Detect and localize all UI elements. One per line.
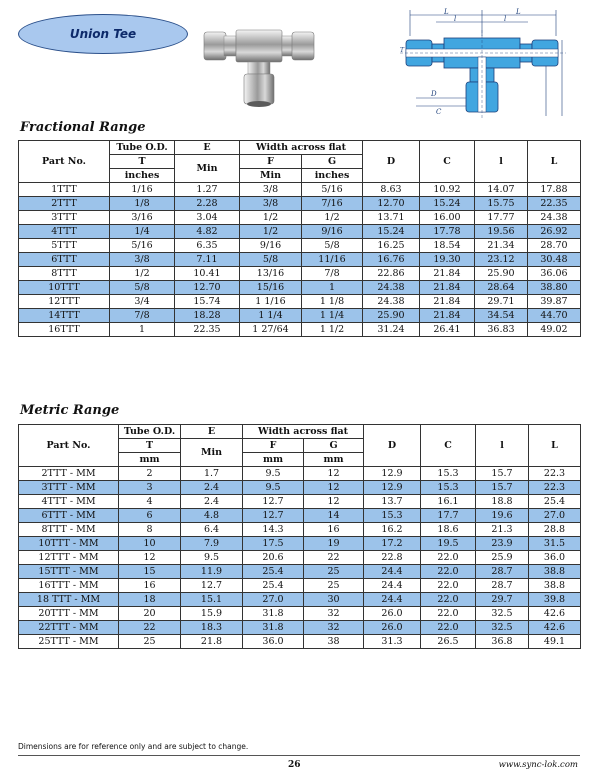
table-cell: 22.3 (529, 467, 581, 481)
part-number-cell: 3TTT (19, 211, 110, 225)
table-cell: 15.3 (421, 481, 476, 495)
table-cell: 15.9 (181, 607, 243, 621)
table-cell: 38 (304, 635, 364, 649)
table-cell: 49.1 (529, 635, 581, 649)
table-cell: 15/16 (240, 281, 302, 295)
svg-text:l: l (454, 15, 457, 23)
table-cell: 11/16 (302, 253, 363, 267)
svg-text:L: L (444, 8, 449, 16)
table-cell: 32 (304, 607, 364, 621)
table-cell: 20 (119, 607, 181, 621)
table-cell: 16.1 (421, 495, 476, 509)
table-cell: 15.1 (181, 593, 243, 607)
table-cell: 5/8 (110, 281, 175, 295)
table-cell: 21.84 (420, 309, 475, 323)
table-cell: 32 (304, 621, 364, 635)
table-cell: 27.0 (529, 509, 581, 523)
table-row (19, 239, 581, 253)
part-number-cell: 6TTT (19, 253, 110, 267)
table-cell: 9.5 (243, 481, 304, 495)
table-cell: 12.9 (364, 481, 421, 495)
table-row (19, 323, 581, 337)
table-cell: 32.5 (476, 621, 529, 635)
table-cell: 18 (119, 593, 181, 607)
part-number-cell: 3TTT - MM (19, 481, 119, 495)
table-cell: 5/16 (110, 239, 175, 253)
table-cell: 29.7 (476, 593, 529, 607)
table-cell: 36.06 (528, 267, 581, 281)
table-cell: 16 (304, 523, 364, 537)
header-width-across-flat: Width across flat (240, 141, 363, 155)
page-number: 26 (288, 760, 301, 770)
table-cell: 3.04 (175, 211, 240, 225)
table-cell: 18.3 (181, 621, 243, 635)
table-cell: 13.7 (364, 495, 421, 509)
table-cell: 18.6 (421, 523, 476, 537)
table-cell: 22.0 (421, 565, 476, 579)
table-cell: 1 1/16 (240, 295, 302, 309)
table-cell: 31.3 (364, 635, 421, 649)
table-cell: 15 (119, 565, 181, 579)
table-cell: 7/8 (110, 309, 175, 323)
table-cell: 12.9 (364, 467, 421, 481)
footer-divider (18, 755, 580, 756)
header-l-small: l (476, 425, 529, 467)
table-cell: 1 1/4 (240, 309, 302, 323)
table-row (19, 635, 581, 649)
table-cell: 25.90 (475, 267, 528, 281)
table-cell: 1/2 (302, 211, 363, 225)
fractional-table-body (19, 183, 581, 337)
table-cell: 21.84 (420, 281, 475, 295)
table-cell: 9/16 (302, 225, 363, 239)
table-row (19, 481, 581, 495)
table-cell: 16.2 (364, 523, 421, 537)
table-cell: 4 (119, 495, 181, 509)
dimension-drawing (396, 6, 570, 126)
header-g-unit: mm (304, 453, 364, 467)
header-tube-od: Tube O.D. (110, 141, 175, 155)
table-cell: 19.6 (476, 509, 529, 523)
table-cell: 19.56 (475, 225, 528, 239)
table-cell: 1 1/2 (302, 323, 363, 337)
table-cell: 8.63 (363, 183, 420, 197)
table-cell: 14.07 (475, 183, 528, 197)
table-row (19, 509, 581, 523)
table-cell: 31.5 (529, 537, 581, 551)
table-cell: 12 (304, 495, 364, 509)
part-number-cell: 12TTT (19, 295, 110, 309)
table-cell: 44.70 (528, 309, 581, 323)
table-row (19, 579, 581, 593)
svg-text:T: T (400, 47, 405, 54)
table-cell: 18.54 (420, 239, 475, 253)
table-cell: 14.3 (243, 523, 304, 537)
table-cell: 21.34 (475, 239, 528, 253)
table-cell: 30.48 (528, 253, 581, 267)
table-cell: 25.4 (529, 495, 581, 509)
table-cell: 13/16 (240, 267, 302, 281)
header-t-unit: inches (110, 169, 175, 183)
table-cell: 9.5 (243, 467, 304, 481)
table-cell: 15.24 (363, 225, 420, 239)
table-cell: 22 (304, 551, 364, 565)
table-cell: 1/2 (240, 225, 302, 239)
part-number-cell: 2TTT - MM (19, 467, 119, 481)
part-number-cell: 12TTT - MM (19, 551, 119, 565)
table-cell: 25 (119, 635, 181, 649)
table-cell: 1/2 (240, 211, 302, 225)
header-e-unit: Min (175, 155, 240, 183)
part-number-cell: 18 TTT - MM (19, 593, 119, 607)
table-row (19, 197, 581, 211)
table-cell: 8 (119, 523, 181, 537)
table-cell: 24.38 (363, 281, 420, 295)
table-cell: 12 (119, 551, 181, 565)
table-row (19, 281, 581, 295)
table-cell: 1 27/64 (240, 323, 302, 337)
table-cell: 17.77 (475, 211, 528, 225)
table-cell: 5/16 (302, 183, 363, 197)
table-cell: 16.25 (363, 239, 420, 253)
part-number-cell: 10TTT - MM (19, 537, 119, 551)
part-number-cell: 16TTT - MM (19, 579, 119, 593)
table-cell: 23.9 (476, 537, 529, 551)
table-cell: 17.88 (528, 183, 581, 197)
table-cell: 38.8 (529, 565, 581, 579)
table-cell: 25 (304, 565, 364, 579)
part-number-cell: 4TTT - MM (19, 495, 119, 509)
union-tee-photo (196, 10, 322, 114)
table-row (19, 551, 581, 565)
part-number-cell: 5TTT (19, 239, 110, 253)
metric-table-body (19, 467, 581, 649)
table-cell: 32.5 (476, 607, 529, 621)
svg-text:C: C (436, 108, 442, 116)
table-cell: 14 (304, 509, 364, 523)
table-cell: 13.71 (363, 211, 420, 225)
header-t-unit: mm (119, 453, 181, 467)
table-cell: 15.74 (175, 295, 240, 309)
table-cell: 1/2 (110, 267, 175, 281)
table-cell: 28.70 (528, 239, 581, 253)
table-cell: 19 (304, 537, 364, 551)
header-e: E (181, 425, 243, 439)
table-row (19, 621, 581, 635)
table-cell: 2.28 (175, 197, 240, 211)
table-cell: 6 (119, 509, 181, 523)
table-cell: 9.5 (181, 551, 243, 565)
table-cell: 21.84 (420, 295, 475, 309)
table-cell: 38.80 (528, 281, 581, 295)
table-row (19, 607, 581, 621)
website-url: www.sync-lok.com (498, 760, 578, 770)
table-cell: 22.8 (364, 551, 421, 565)
table-cell: 1/4 (110, 225, 175, 239)
disclaimer-note: Dimensions are for reference only and are subject to change. (18, 742, 249, 751)
product-title-badge (18, 14, 188, 54)
header-f-unit: Min (240, 169, 302, 183)
table-cell: 16.76 (363, 253, 420, 267)
table-cell: 36.0 (529, 551, 581, 565)
part-number-cell: 4TTT (19, 225, 110, 239)
header-f: F (243, 439, 304, 453)
table-row (19, 467, 581, 481)
table-cell: 24.38 (363, 295, 420, 309)
table-row (19, 253, 581, 267)
table-cell: 16 (119, 579, 181, 593)
header-row (19, 141, 581, 155)
table-cell: 10.92 (420, 183, 475, 197)
table-cell: 36.83 (475, 323, 528, 337)
metric-table (18, 424, 581, 649)
header-f: F (240, 155, 302, 169)
table-cell: 17.2 (364, 537, 421, 551)
table-cell: 39.87 (528, 295, 581, 309)
part-number-cell: 8TTT - MM (19, 523, 119, 537)
header-part-no: Part No. (19, 141, 110, 183)
table-cell: 25.4 (243, 579, 304, 593)
part-number-cell: 14TTT (19, 309, 110, 323)
table-cell: 36.0 (243, 635, 304, 649)
table-cell: 24.4 (364, 565, 421, 579)
table-cell: 31.8 (243, 621, 304, 635)
table-cell: 15.7 (476, 467, 529, 481)
table-cell: 2 (119, 467, 181, 481)
table-cell: 12 (304, 467, 364, 481)
table-cell: 25.4 (243, 565, 304, 579)
table-cell: 24.38 (528, 211, 581, 225)
table-cell: 21.3 (476, 523, 529, 537)
table-cell: 15.7 (476, 481, 529, 495)
table-cell: 3/16 (110, 211, 175, 225)
table-cell: 42.6 (529, 621, 581, 635)
table-cell: 7.11 (175, 253, 240, 267)
table-cell: 26.92 (528, 225, 581, 239)
table-cell: 1.7 (181, 467, 243, 481)
table-row (19, 225, 581, 239)
header-part-no: Part No. (19, 425, 119, 467)
table-cell: 1/8 (110, 197, 175, 211)
header-c: C (421, 425, 476, 467)
table-cell: 25.9 (476, 551, 529, 565)
table-cell: 3/8 (110, 253, 175, 267)
header-t: T (110, 155, 175, 169)
table-cell: 12.7 (181, 579, 243, 593)
header-d: D (364, 425, 421, 467)
table-row (19, 295, 581, 309)
table-cell: 34.54 (475, 309, 528, 323)
header-e-unit: Min (181, 439, 243, 467)
table-cell: 36.8 (476, 635, 529, 649)
table-cell: 31.8 (243, 607, 304, 621)
table-cell: 5/8 (240, 253, 302, 267)
header-tube-od: Tube O.D. (119, 425, 181, 439)
header-row (19, 425, 581, 439)
header-l-big: L (529, 425, 581, 467)
table-cell: 15.24 (420, 197, 475, 211)
table-cell: 22.0 (421, 607, 476, 621)
part-number-cell: 10TTT (19, 281, 110, 295)
svg-text:L: L (516, 8, 521, 16)
header-e: E (175, 141, 240, 155)
table-cell: 39.8 (529, 593, 581, 607)
table-cell: 4.8 (181, 509, 243, 523)
table-cell: 3/8 (240, 183, 302, 197)
table-cell: 22 (119, 621, 181, 635)
table-cell: 2.4 (181, 495, 243, 509)
table-cell: 9/16 (240, 239, 302, 253)
table-cell: 11.9 (181, 565, 243, 579)
part-number-cell: 2TTT (19, 197, 110, 211)
table-cell: 26.41 (420, 323, 475, 337)
table-cell: 25.90 (363, 309, 420, 323)
header-f-unit: mm (243, 453, 304, 467)
fractional-range-title: Fractional Range (20, 120, 146, 135)
table-row (19, 267, 581, 281)
table-row (19, 495, 581, 509)
fractional-table (18, 140, 581, 337)
table-cell: 4.82 (175, 225, 240, 239)
table-cell: 22.35 (528, 197, 581, 211)
metric-range-title: Metric Range (20, 403, 120, 418)
table-cell: 7/8 (302, 267, 363, 281)
table-cell: 28.7 (476, 579, 529, 593)
table-cell: 38.8 (529, 579, 581, 593)
header-g: G (304, 439, 364, 453)
table-cell: 22.0 (421, 579, 476, 593)
table-cell: 22.35 (175, 323, 240, 337)
table-cell: 22.0 (421, 551, 476, 565)
table-cell: 42.6 (529, 607, 581, 621)
table-row (19, 309, 581, 323)
table-cell: 1.27 (175, 183, 240, 197)
table-cell: 22.3 (529, 481, 581, 495)
table-cell: 28.7 (476, 565, 529, 579)
table-cell: 1/16 (110, 183, 175, 197)
table-cell: 28.64 (475, 281, 528, 295)
table-cell: 3/4 (110, 295, 175, 309)
table-cell: 2.4 (181, 481, 243, 495)
part-number-cell: 16TTT (19, 323, 110, 337)
table-cell: 25 (304, 579, 364, 593)
table-cell: 23.12 (475, 253, 528, 267)
table-cell: 24.4 (364, 593, 421, 607)
svg-text:l: l (504, 15, 507, 23)
table-cell: 7.9 (181, 537, 243, 551)
table-cell: 15.3 (364, 509, 421, 523)
table-row (19, 537, 581, 551)
table-cell: 1 (110, 323, 175, 337)
table-cell: 12.70 (363, 197, 420, 211)
table-cell: 49.02 (528, 323, 581, 337)
table-cell: 1 1/4 (302, 309, 363, 323)
table-cell: 12 (304, 481, 364, 495)
table-cell: 12.7 (243, 509, 304, 523)
table-cell: 18.8 (476, 495, 529, 509)
part-number-cell: 15TTT - MM (19, 565, 119, 579)
table-cell: 19.30 (420, 253, 475, 267)
table-cell: 16.00 (420, 211, 475, 225)
part-number-cell: 22TTT - MM (19, 621, 119, 635)
table-cell: 17.5 (243, 537, 304, 551)
part-number-cell: 25TTT - MM (19, 635, 119, 649)
table-cell: 24.4 (364, 579, 421, 593)
table-cell: 26.5 (421, 635, 476, 649)
part-number-cell: 1TTT (19, 183, 110, 197)
table-row (19, 593, 581, 607)
table-cell: 1 1/8 (302, 295, 363, 309)
table-cell: 15.75 (475, 197, 528, 211)
table-cell: 29.71 (475, 295, 528, 309)
header-d: D (363, 141, 420, 183)
table-cell: 7/16 (302, 197, 363, 211)
table-cell: 12.70 (175, 281, 240, 295)
table-cell: 22.0 (421, 621, 476, 635)
table-row (19, 565, 581, 579)
header-l-small: l (475, 141, 528, 183)
table-cell: 15.3 (421, 467, 476, 481)
table-row (19, 211, 581, 225)
table-cell: 27.0 (243, 593, 304, 607)
header-t: T (119, 439, 181, 453)
header-g-unit: inches (302, 169, 363, 183)
svg-text:D: D (431, 90, 437, 98)
table-cell: 10 (119, 537, 181, 551)
table-cell: 1 (302, 281, 363, 295)
header-width-across-flat: Width across flat (243, 425, 364, 439)
table-cell: 28.8 (529, 523, 581, 537)
table-cell: 26.0 (364, 607, 421, 621)
part-number-cell: 6TTT - MM (19, 509, 119, 523)
part-number-cell: 8TTT (19, 267, 110, 281)
table-cell: 10.41 (175, 267, 240, 281)
table-cell: 30 (304, 593, 364, 607)
table-cell: 3/8 (240, 197, 302, 211)
table-cell: 17.78 (420, 225, 475, 239)
header-l-big: L (528, 141, 581, 183)
header-g: G (302, 155, 363, 169)
table-cell: 26.0 (364, 621, 421, 635)
table-cell: 22.86 (363, 267, 420, 281)
table-cell: 18.28 (175, 309, 240, 323)
table-cell: 21.8 (181, 635, 243, 649)
table-cell: 6.35 (175, 239, 240, 253)
table-cell: 3 (119, 481, 181, 495)
table-cell: 17.7 (421, 509, 476, 523)
header-c: C (420, 141, 475, 183)
part-number-cell: 20TTT - MM (19, 607, 119, 621)
table-cell: 6.4 (181, 523, 243, 537)
product-title: Union Tee (69, 27, 137, 41)
table-cell: 19.5 (421, 537, 476, 551)
table-row (19, 523, 581, 537)
table-cell: 12.7 (243, 495, 304, 509)
table-cell: 21.84 (420, 267, 475, 281)
table-row (19, 183, 581, 197)
table-cell: 22.0 (421, 593, 476, 607)
table-cell: 5/8 (302, 239, 363, 253)
table-cell: 31.24 (363, 323, 420, 337)
table-cell: 20.6 (243, 551, 304, 565)
